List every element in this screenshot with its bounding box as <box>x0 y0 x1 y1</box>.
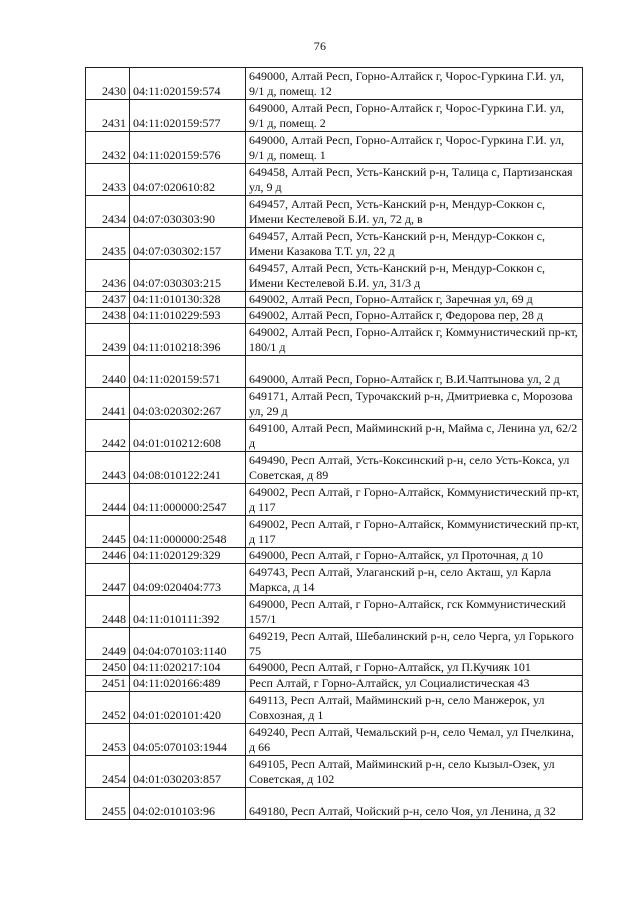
row-number-cell: 2450 <box>86 660 130 676</box>
table-row <box>86 228 583 260</box>
table-row <box>86 132 583 164</box>
address-cell: 649180, Респ Алтай, Чойский р-н, село Чоя, ул Ленина, д 32 <box>246 788 583 820</box>
cadastral-number-cell: 04:03:020302:267 <box>130 388 246 420</box>
row-number-cell: 2444 <box>86 484 130 516</box>
row-number-cell: 2449 <box>86 628 130 660</box>
cadastral-number-cell: 04:11:010130:328 <box>130 292 246 308</box>
address-cell: 649000, Алтай Респ, Горно-Алтайск г, Чорос-Гуркина Г.И. ул, 9/1 д, помещ. 12 <box>246 68 583 100</box>
cadastral-number-cell: 04:08:010122:241 <box>130 452 246 484</box>
cadastral-number-cell: 04:02:010103:96 <box>130 788 246 820</box>
address-cell: 649002, Алтай Респ, Горно-Алтайск г, Федорова пер, 28 д <box>246 308 583 324</box>
cadastral-number-cell: 04:05:070103:1944 <box>130 724 246 756</box>
row-number-cell: 2447 <box>86 564 130 596</box>
row-number-cell: 2436 <box>86 260 130 292</box>
cadastral-number-cell: 04:01:020101:420 <box>130 692 246 724</box>
table-row <box>86 292 583 308</box>
cadastral-number-cell: 04:11:020166:489 <box>130 676 246 692</box>
address-cell: 649000, Алтай Респ, Горно-Алтайск г, В.И.Чаптынова ул, 2 д <box>246 356 583 388</box>
table-row <box>86 68 583 100</box>
table-row <box>86 164 583 196</box>
address-cell: 649219, Респ Алтай, Шебалинский р-н, село Черга, ул Горького 75 <box>246 628 583 660</box>
address-cell: 649457, Алтай Респ, Усть-Канский р-н, Мендур-Соккон с, Имени Кестелевой Б.И. ул, 31/3 д <box>246 260 583 292</box>
address-cell: 649105, Респ Алтай, Майминский р-н, село Кызыл-Озек, ул Советская, д 102 <box>246 756 583 788</box>
cadastral-number-cell: 04:11:010111:392 <box>130 596 246 628</box>
table-row <box>86 420 583 452</box>
registry-table-body <box>86 68 583 820</box>
address-cell: 649100, Алтай Респ, Майминский р-н, Майма с, Ленина ул, 62/2 д <box>246 420 583 452</box>
table-row <box>86 260 583 292</box>
row-number-cell: 2451 <box>86 676 130 692</box>
cadastral-number-cell: 04:11:010218:396 <box>130 324 246 356</box>
address-cell: 649113, Респ Алтай, Майминский р-н, село Манжерок, ул Совхозная, д 1 <box>246 692 583 724</box>
row-number-cell: 2440 <box>86 356 130 388</box>
row-number-cell: 2445 <box>86 516 130 548</box>
cadastral-number-cell: 04:11:020159:576 <box>130 132 246 164</box>
address-cell: 649002, Респ Алтай, г Горно-Алтайск, Коммунистический пр-кт, д 117 <box>246 484 583 516</box>
table-row <box>86 308 583 324</box>
address-cell: 649743, Респ Алтай, Улаганский р-н, село Акташ, ул Карла Маркса, д 14 <box>246 564 583 596</box>
cadastral-number-cell: 04:11:020159:577 <box>130 100 246 132</box>
cadastral-number-cell: 04:04:070103:1140 <box>130 628 246 660</box>
table-row <box>86 564 583 596</box>
row-number-cell: 2437 <box>86 292 130 308</box>
page-number: 76 <box>313 39 327 53</box>
row-number-cell: 2434 <box>86 196 130 228</box>
address-cell: 649171, Алтай Респ, Турочакский р-н, Дмитриевка с, Морозова ул, 29 д <box>246 388 583 420</box>
table-row <box>86 548 583 564</box>
cadastral-number-cell: 04:07:030302:157 <box>130 228 246 260</box>
row-number-cell: 2439 <box>86 324 130 356</box>
table-row <box>86 484 583 516</box>
table-row <box>86 452 583 484</box>
property-registry-table <box>85 67 583 820</box>
row-number-cell: 2441 <box>86 388 130 420</box>
row-number-cell: 2452 <box>86 692 130 724</box>
table-row <box>86 724 583 756</box>
table-row <box>86 628 583 660</box>
row-number-cell: 2446 <box>86 548 130 564</box>
row-number-cell: 2454 <box>86 756 130 788</box>
cadastral-number-cell: 04:11:020129:329 <box>130 548 246 564</box>
row-number-cell: 2432 <box>86 132 130 164</box>
cadastral-number-cell: 04:11:000000:2548 <box>130 516 246 548</box>
address-cell: 649002, Алтай Респ, Горно-Алтайск г, Коммунистический пр-кт, 180/1 д <box>246 324 583 356</box>
cadastral-number-cell: 04:09:020404:773 <box>130 564 246 596</box>
cadastral-number-cell: 04:01:030203:857 <box>130 756 246 788</box>
cadastral-number-cell: 04:11:020217:104 <box>130 660 246 676</box>
table-row <box>86 676 583 692</box>
address-cell: 649457, Алтай Респ, Усть-Канский р-н, Мендур-Соккон с, Имени Кестелевой Б.И. ул, 72 д, в <box>246 196 583 228</box>
address-cell: 649002, Алтай Респ, Горно-Алтайск г, Заречная ул, 69 д <box>246 292 583 308</box>
row-number-cell: 2455 <box>86 788 130 820</box>
cadastral-number-cell: 04:07:030303:215 <box>130 260 246 292</box>
row-number-cell: 2448 <box>86 596 130 628</box>
address-cell: 649000, Алтай Респ, Горно-Алтайск г, Чорос-Гуркина Г.И. ул, 9/1 д, помещ. 2 <box>246 100 583 132</box>
address-cell: 649000, Респ Алтай, г Горно-Алтайск, ул П.Кучияк 101 <box>246 660 583 676</box>
row-number-cell: 2433 <box>86 164 130 196</box>
address-cell: Респ Алтай, г Горно-Алтайск, ул Социалистическая 43 <box>246 676 583 692</box>
cadastral-number-cell: 04:07:020610:82 <box>130 164 246 196</box>
table-row <box>86 324 583 356</box>
table-row <box>86 788 583 820</box>
row-number-cell: 2442 <box>86 420 130 452</box>
address-cell: 649240, Респ Алтай, Чемальский р-н, село Чемал, ул Пчелкина, д 66 <box>246 724 583 756</box>
address-cell: 649457, Алтай Респ, Усть-Канский р-н, Мендур-Соккон с, Имени Казакова Т.Т. ул, 22 д <box>246 228 583 260</box>
cadastral-number-cell: 04:11:000000:2547 <box>130 484 246 516</box>
address-cell: 649490, Респ Алтай, Усть-Коксинский р-н, село Усть-Кокса, ул Советская, д 89 <box>246 452 583 484</box>
address-cell: 649458, Алтай Респ, Усть-Канский р-н, Талица с, Партизанская ул, 9 д <box>246 164 583 196</box>
row-number-cell: 2453 <box>86 724 130 756</box>
table-row <box>86 100 583 132</box>
row-number-cell: 2435 <box>86 228 130 260</box>
row-number-cell: 2438 <box>86 308 130 324</box>
cadastral-number-cell: 04:11:010229:593 <box>130 308 246 324</box>
table-row <box>86 756 583 788</box>
table-row <box>86 388 583 420</box>
address-cell: 649002, Респ Алтай, г Горно-Алтайск, Коммунистический пр-кт, д 117 <box>246 516 583 548</box>
address-cell: 649000, Алтай Респ, Горно-Алтайск г, Чорос-Гуркина Г.И. ул, 9/1 д, помещ. 1 <box>246 132 583 164</box>
cadastral-number-cell: 04:01:010212:608 <box>130 420 246 452</box>
table-row <box>86 692 583 724</box>
cadastral-number-cell: 04:11:020159:571 <box>130 356 246 388</box>
row-number-cell: 2443 <box>86 452 130 484</box>
cadastral-number-cell: 04:07:030303:90 <box>130 196 246 228</box>
table-row <box>86 516 583 548</box>
address-cell: 649000, Респ Алтай, г Горно-Алтайск, гск Коммунистический 157/1 <box>246 596 583 628</box>
table-row <box>86 356 583 388</box>
cadastral-number-cell: 04:11:020159:574 <box>130 68 246 100</box>
table-row <box>86 596 583 628</box>
row-number-cell: 2431 <box>86 100 130 132</box>
row-number-cell: 2430 <box>86 68 130 100</box>
address-cell: 649000, Респ Алтай, г Горно-Алтайск, ул Проточная, д 10 <box>246 548 583 564</box>
table-row <box>86 660 583 676</box>
table-row <box>86 196 583 228</box>
